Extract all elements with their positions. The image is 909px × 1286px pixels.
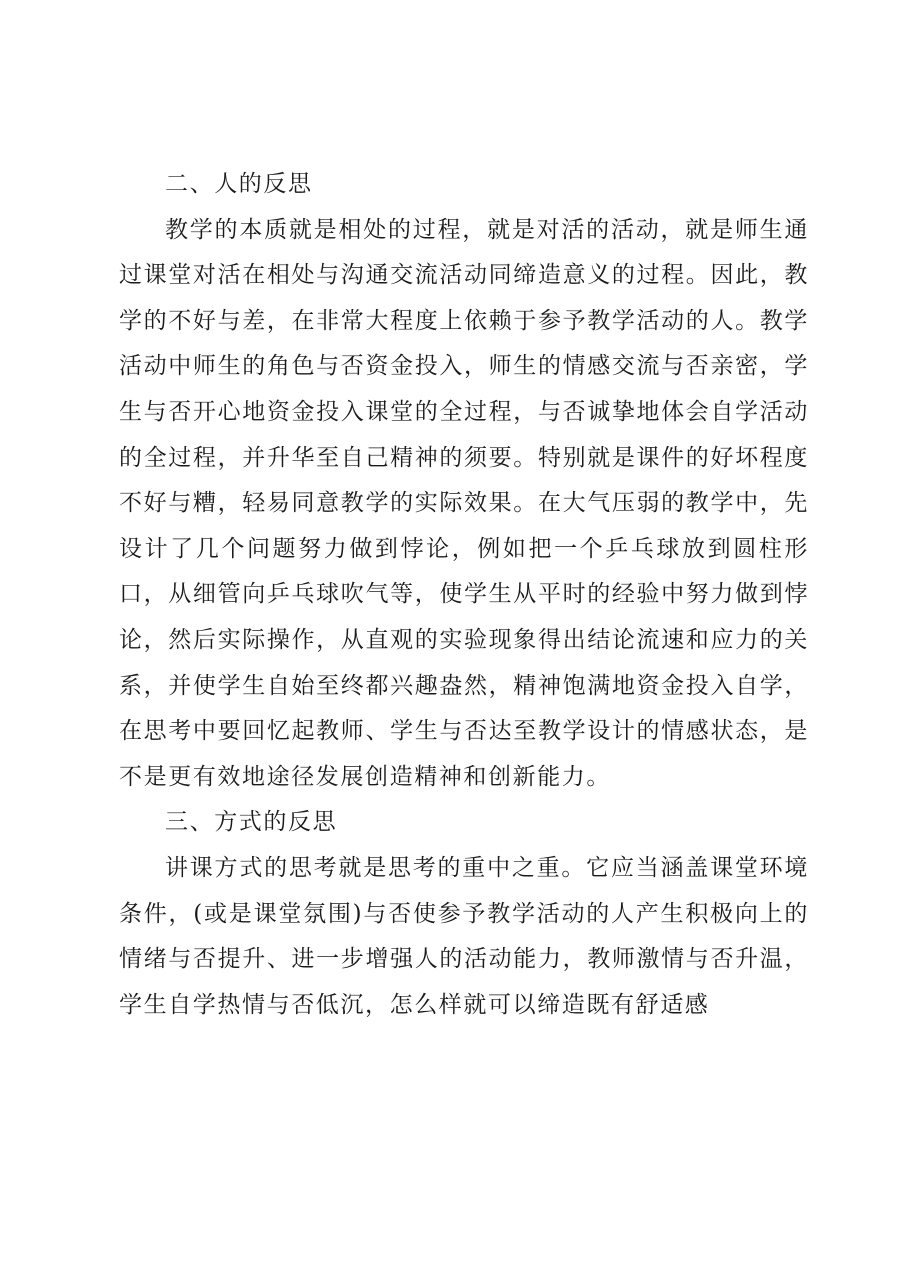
section-heading-method: 三、方式的反思	[165, 809, 338, 836]
section-paragraph-method: 讲课方式的思考就是思考的重中之重。它应当涵盖课堂环境条件，(或是课堂氛围)与否使参予教学活动的人产生积极向上的情绪与否提升、进一步增强人的活动能力，教师激情与否升温，学生自学热情与否低沉，怎么样就可以缔造既有舒适感	[119, 854, 809, 1018]
section-heading-people: 二、人的反思	[165, 171, 313, 197]
section-paragraph-people: 教学的本质就是相处的过程，就是对活的活动，就是师生通过课堂对活在相处与沟通交流活动同缔造意义的过程。因此，教学的不好与差，在非常大程度上依赖于参予教学活动的人。教学活动中师生的角色与否资金投入，师生的情感交流与否亲密，学生与否开心地资金投入课堂的全过程，与否诚挚地体会自学活动的全过程，并升华至自己精神的须要。特别就是课件的好坏程度不好与糟，轻易同意教学的实际效果。在大气压弱的教学中，先设计了几个问题努力做到悖论，例如把一个乒乓球放到圆柱形口，从细管向乒乓球吹气等，使学生从平时的经验中努力做到悖论，然后实际操作，从直观的实验现象得出结论流速和应力的关系，并使学生自始至终都兴趣盎然，精神饱满地资金投入自学，在思考中要回忆起教师、学生与否达至教学设计的情感状态，是不是更有效地途径发展创造精神和创新能力。	[119, 216, 809, 790]
document-body	[119, 162, 809, 1028]
